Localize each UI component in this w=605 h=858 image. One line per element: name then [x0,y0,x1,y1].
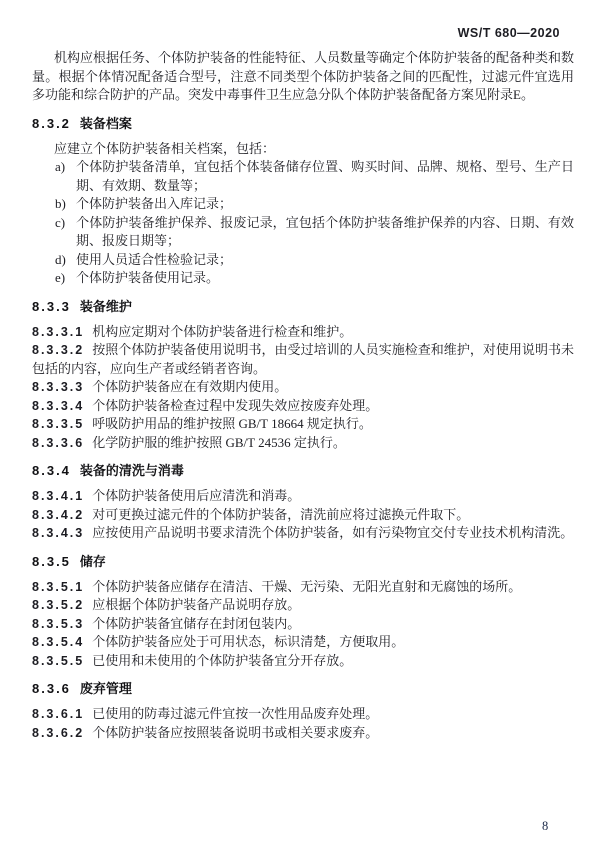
clause-paragraph [32,652,574,671]
clause-text: 呼吸防护用品的维护按照 GB/T 18664 规定执行。 [92,416,372,431]
clause-number: 8.3.3.5 [32,417,85,431]
clause-text: 个体防护装备使用后应清洗和消毒。 [92,488,301,503]
clause-text: 个体防护装备应处于可用状态，标识清楚，方便取用。 [92,634,405,649]
section-number: 8.3.2 [32,115,71,131]
clause-paragraph [32,378,574,397]
list-item-text: 个体防护装备维护保养、报废记录，宜包括个体防护装备维护保养的内容、日期、有效期、报废日期等； [76,214,574,248]
section-heading-8-3-5 [32,553,574,571]
list-item-text: 个体防护装备清单，宜包括个体装备储存位置、购买时间、品牌、规格、型号、生产日期、有效期、数量等； [76,159,574,193]
list-item [55,269,574,288]
clause-paragraph [32,397,574,416]
section-title: 储存 [79,553,106,569]
clause-paragraph [32,633,574,652]
clause-paragraph [32,341,574,378]
list-item [55,195,574,214]
clause-text: 机构应定期对个体防护装备进行检查和维护。 [92,323,353,339]
clause-paragraph [32,487,574,506]
clause-number: 8.3.6.2 [32,725,85,740]
list-marker: a) [55,159,66,174]
archive-item-list [32,158,574,288]
clause-text: 个体防护装备应储存在清洁、干燥、无污染、无阳光直射和无腐蚀的场所。 [92,578,522,594]
list-item-text: 个体防护装备出入库记录； [76,196,233,211]
list-marker: d) [55,251,66,267]
clause-text: 个体防护装备应在有效期内使用。 [92,379,288,394]
clause-paragraph [32,724,574,743]
clause-text: 应按使用产品说明书要求清洗个体防护装备，如有污染物宜交付专业技术机构清洗。 [92,525,574,540]
clause-text: 个体防护装备宜储存在封闭包装内。 [92,615,301,631]
clause-paragraph [32,524,574,543]
clause-number: 8.3.3.4 [32,398,85,413]
section-title: 装备档案 [79,115,132,131]
section-title: 装备维护 [79,298,132,314]
clause-number: 8.3.4.2 [32,507,85,522]
clause-number: 8.3.6.1 [32,707,85,721]
list-item-text: 使用人员适合性检验记录； [76,251,233,267]
section-heading-8-3-6 [32,680,574,698]
list-item-text: 个体防护装备使用记录。 [76,270,220,285]
section-title: 废弃管理 [79,681,132,696]
section-heading-8-3-4 [32,462,574,480]
archive-lead-paragraph: 应建立个体防护装备相关档案，包括： [54,140,276,156]
section-heading-8-3-2 [32,115,574,133]
section-number: 8.3.5 [32,553,71,569]
list-item [55,214,574,251]
clause-text: 对可更换过滤元件的个体防护装备，清洗前应将过滤换元件取下。 [92,506,470,522]
clause-paragraph [32,596,574,615]
clause-number: 8.3.4.3 [32,526,85,540]
clause-number: 8.3.4.1 [32,489,85,503]
clause-number: 8.3.3.1 [32,324,85,339]
clause-paragraph [32,705,574,724]
page-number: 8 [542,819,549,833]
clause-number: 8.3.5.5 [32,653,85,668]
section-number: 8.3.3 [32,298,71,314]
section-number: 8.3.4 [32,463,71,478]
clause-number: 8.3.5.4 [32,635,85,649]
clause-text: 应根据个体防护装备产品说明存放。 [92,597,301,612]
list-marker: b) [55,196,66,211]
clause-number: 8.3.3.6 [32,435,85,450]
clause-paragraph [32,578,574,597]
clause-paragraph [32,434,574,453]
list-item [55,251,574,270]
clause-text: 个体防护装备检查过程中发现失效应按废弃处理。 [92,397,379,413]
clause-text: 已使用的防毒过滤元件宜按一次性用品废弃处理。 [92,706,379,721]
clause-number: 8.3.3.2 [32,343,85,357]
clause-text: 个体防护装备应按照装备说明书或相关要求废弃。 [92,724,379,740]
clause-paragraph [32,415,574,434]
clause-paragraph [32,323,574,342]
intro-paragraph: 机构应根据任务、个体防护装备的性能特征、人员数量等确定个体防护装备的配备种类和数量。根据个体情况配备适合型号，注意不同类型个体防护装备之间的匹配性，过滤元件宜选用多功能和综合防护的产品。突发中毒事件卫生应急分队个体防护装备配备方案见附录E。 [32,50,575,102]
clause-paragraph [32,506,574,525]
section-heading-8-3-3 [32,298,574,316]
list-marker: c) [55,214,66,230]
clause-number: 8.3.5.2 [32,598,85,612]
clause-paragraph [32,615,574,634]
clause-number: 8.3.5.1 [32,579,85,594]
clause-text: 按照个体防护装备使用说明书，由受过培训的人员实施检查和维护，对使用说明书未包括的内容，应向生产者或经销者咨询。 [32,342,574,376]
clause-text: 化学防护服的维护按照 GB/T 24536 定执行。 [92,434,346,450]
section-number: 8.3.6 [32,681,71,696]
clause-number: 8.3.3.3 [32,380,85,394]
clause-text: 已使用和未使用的个体防护装备宜分开存放。 [92,652,353,668]
list-marker: e) [55,270,66,285]
list-item [55,158,574,195]
standard-number-header: WS/T 680—2020 [457,26,560,40]
clause-number: 8.3.5.3 [32,616,85,631]
section-title: 装备的清洗与消毒 [79,463,184,478]
